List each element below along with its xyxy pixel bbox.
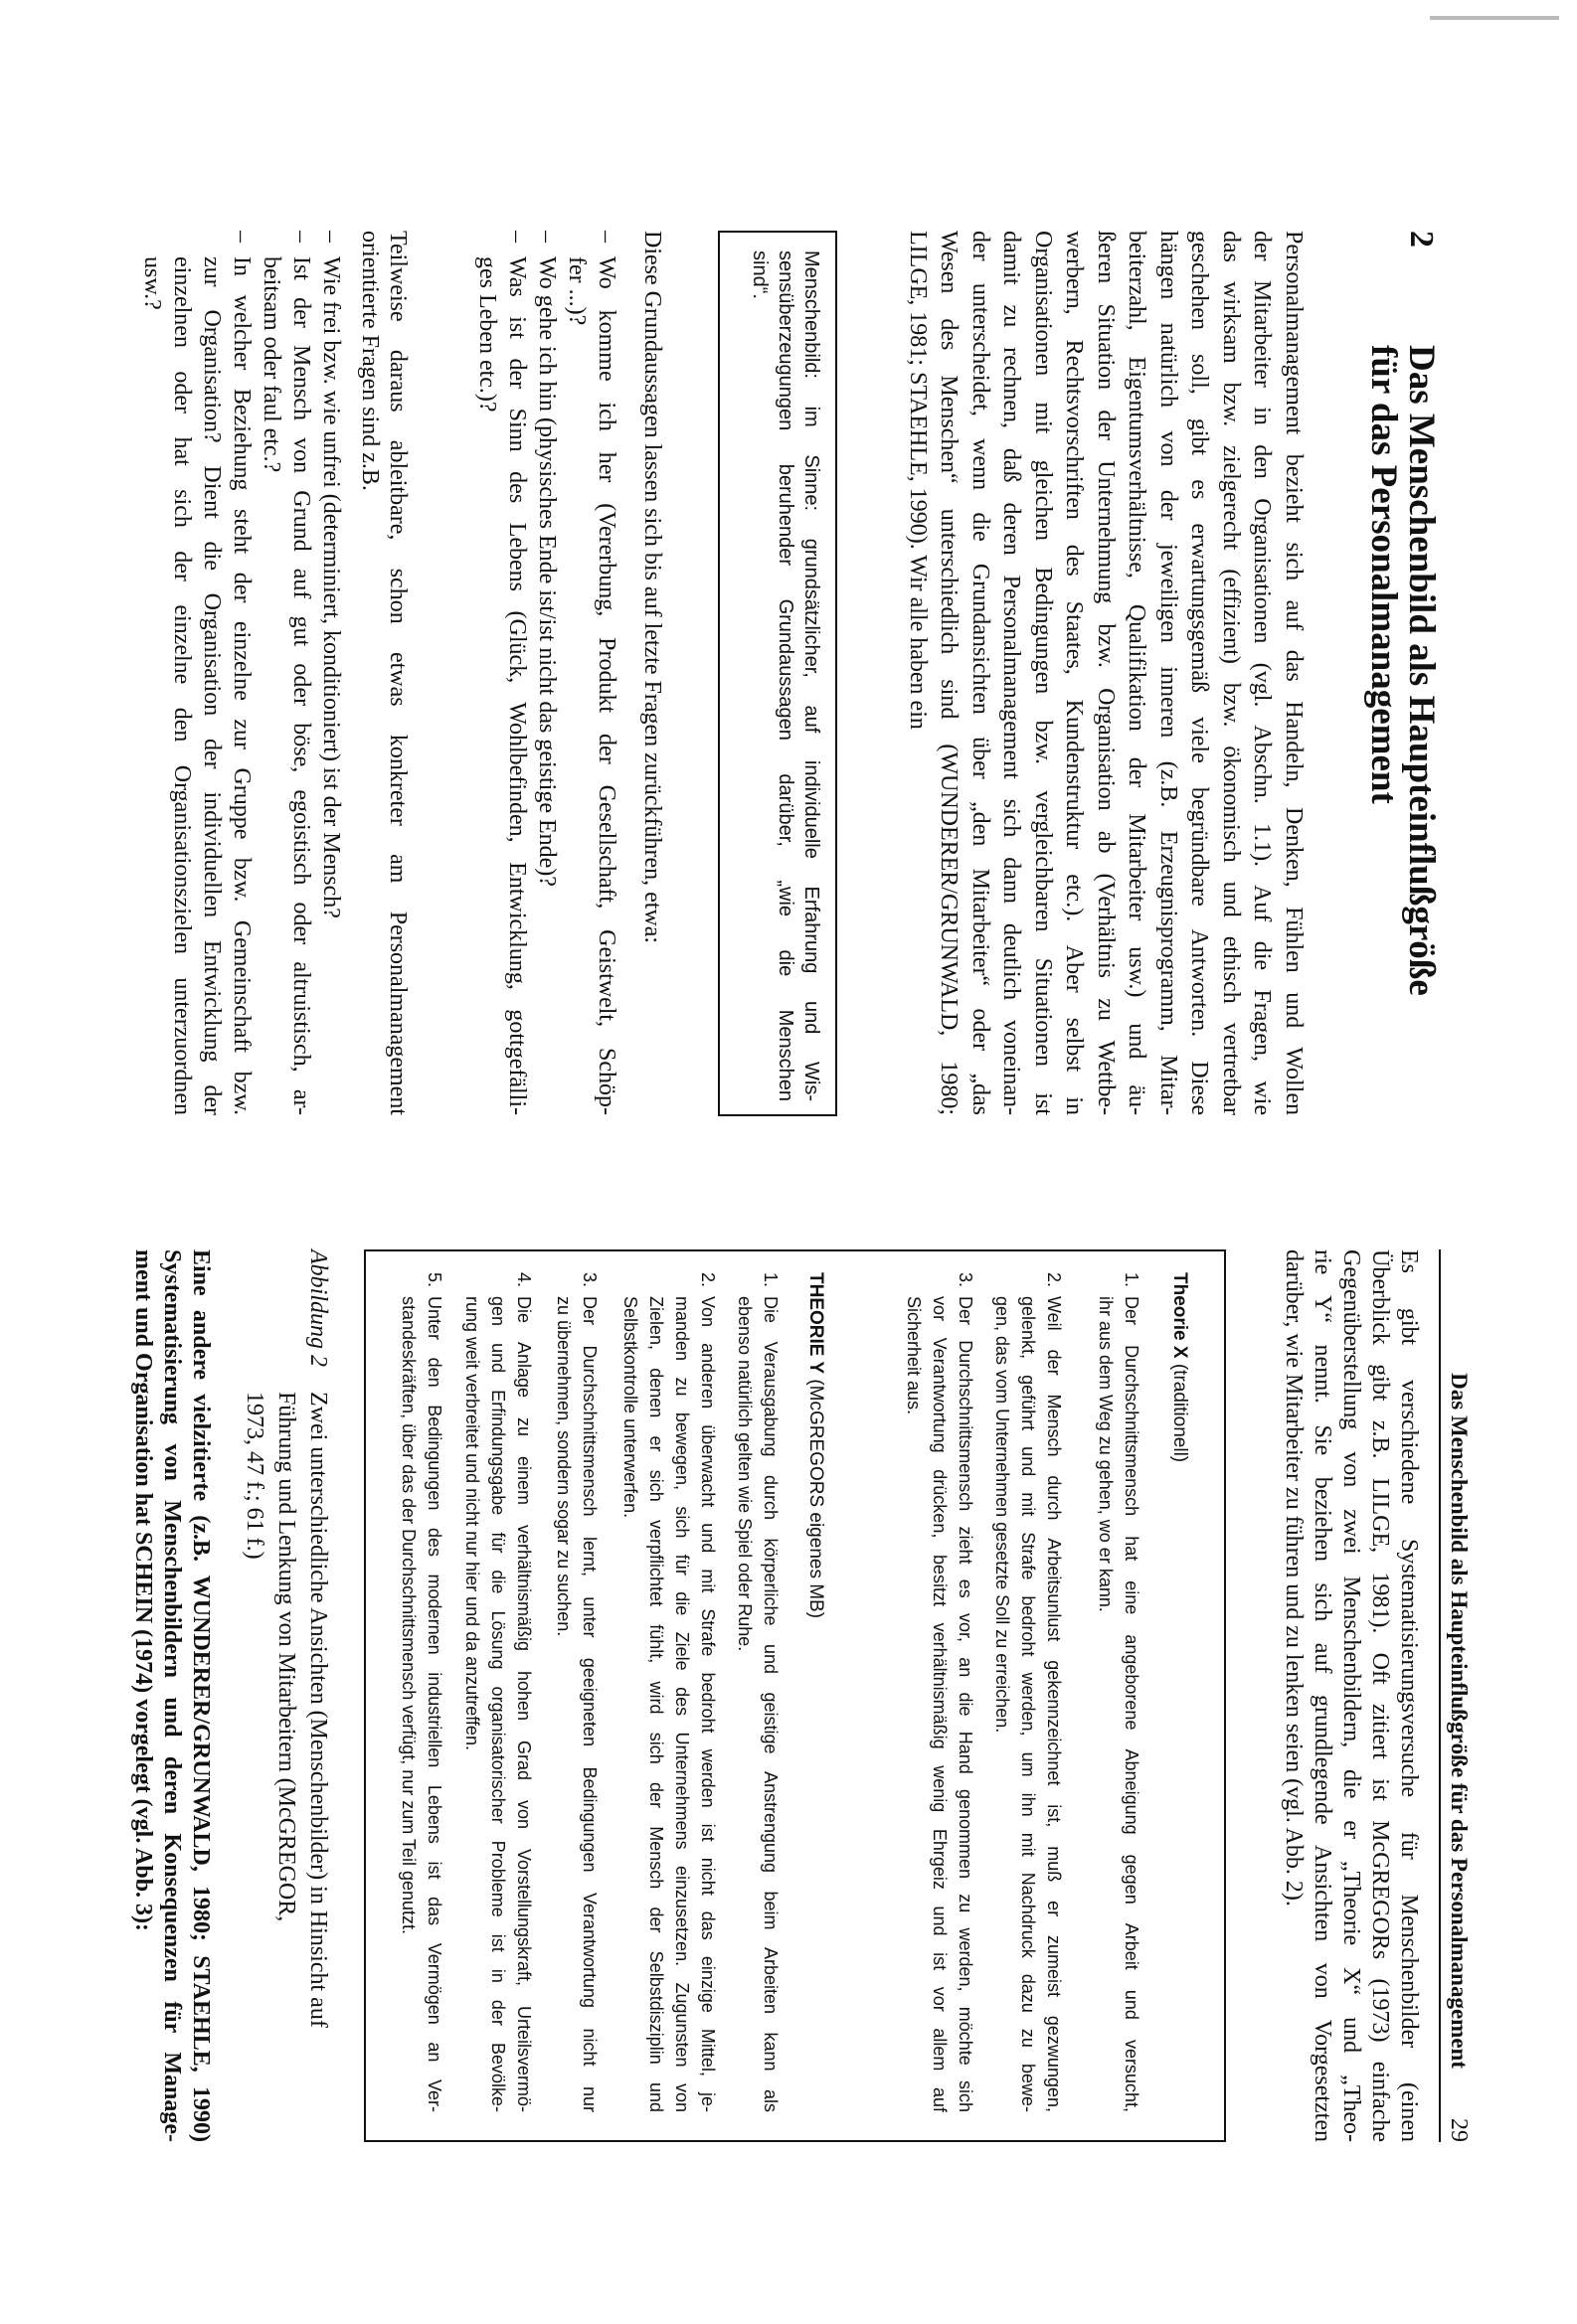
text-line: beitsam oder faul etc.? xyxy=(259,256,284,473)
running-header-title: Das Menschenbild als Haupteinflußgröße für das Personalmanagement xyxy=(1447,1373,1472,2069)
text-line: Unter den Bedingungen des modernen industriellen Lebens ist das Vermögen an Ver- xyxy=(425,1296,444,2112)
list-item xyxy=(532,231,562,1115)
title-line: für das Personalmanagement xyxy=(1363,345,1404,804)
definition-text xyxy=(747,250,824,1101)
text-line: Selbstkontrolle unterwerfen. xyxy=(620,1296,640,1519)
text-line: Es gibt verschiedene Systematisierungsversuche für Menschenbilder (einen xyxy=(1396,1249,1422,2142)
item-text xyxy=(617,1296,721,2112)
text-line: damit zu rechnen, daß deren Personalmanagement sich dann deutlich voneinan- xyxy=(998,231,1025,1115)
text-line: der unterscheidet, wenn die Grundansichten über „den Mitarbeiter“ oder „das xyxy=(967,231,993,1115)
concrete-questions-list xyxy=(137,231,346,1115)
basic-questions-list xyxy=(472,231,621,1115)
item-number: 1. xyxy=(1122,1272,1141,1288)
text-line: – Wo komme ich her (Vererbung, Produkt der Gesellschaft, Geistwelt, Schöp- xyxy=(594,256,619,1115)
text-line: der Mitarbeiter in den Organisationen (vgl. Abschn. 1.1). Auf die Fragen, wie xyxy=(1249,231,1276,1115)
theory-y-heading xyxy=(802,1272,828,1618)
text-line: rie Y“ nennt. Sie beziehen sich auf grundlegende Ansichten von Vorgesetzten xyxy=(1310,1249,1335,2142)
text-line: rung weit verbreitet und nicht nur hier und da anzutreffen. xyxy=(462,1296,482,1750)
item-text xyxy=(459,1296,537,2112)
theory-y-subtitle: (McGREGORS eigenes MB) xyxy=(805,1374,826,1619)
list-item xyxy=(137,231,257,1115)
theory-item xyxy=(1093,1272,1144,2112)
text-line: ges Leben etc.)? xyxy=(474,256,500,413)
item-number: 2. xyxy=(1044,1272,1064,1288)
theory-item xyxy=(459,1272,537,2112)
item-number: 2. xyxy=(698,1272,718,1288)
text-line: fer ...)? xyxy=(564,256,590,326)
text-line: ihr aus dem Weg zu gehen, wo er kann. xyxy=(1096,1296,1116,1612)
theory-x-heading xyxy=(1166,1272,1192,1462)
text-line: Überblick gibt z.B. LILGE, 1981). Oft zitiert ist McGREGORs (1973) einfache xyxy=(1367,1249,1393,2142)
questions-intro: Diese Grundaussagen lassen sich bis auf letzte Fragen zurückführen, etwa: xyxy=(639,231,665,944)
text-line: einzelnen oder hat sich der einzelne den Organisationszielen unterzuordnen xyxy=(169,256,195,1115)
text-line: Eine andere vielzitierte (z.B. WUNDERER/GRUNWALD, 1980; STAEHLE, 1990) xyxy=(188,1249,214,2142)
item-text xyxy=(901,1296,978,2112)
text-line: – Was ist der Sinn des Lebens (Glück, Wohlbefinden, Entwicklung, gottgefälli- xyxy=(504,256,530,1115)
page-number: 29 xyxy=(1446,2118,1472,2142)
item-text xyxy=(989,1296,1067,2112)
text-line: Teilweise daraus ableitbare, schon etwas konkreter am Personalmanagement xyxy=(385,231,411,1115)
text-line: hängen natürlich von der jeweiligen inneren (z.B. Erzeugnisprogramm, Mitar- xyxy=(1155,231,1181,1115)
text-line: Der Durchschnittsmensch hat eine angeborene Abneigung gegen Arbeit und versucht, xyxy=(1122,1296,1141,2112)
theory-item xyxy=(617,1272,721,2112)
item-number: 3. xyxy=(956,1272,975,1288)
intro-paragraph xyxy=(902,231,1310,1115)
scan-artifact xyxy=(1430,16,1559,20)
title-line: Das Menschenbild als Haupteinflußgröße xyxy=(1401,345,1442,996)
text-line: manden zu bewegen, sich für die Ziele des Unternehmens einzusetzen. Zugunsten von xyxy=(672,1296,692,2112)
item-number: 3. xyxy=(580,1272,600,1288)
theory-item xyxy=(732,1272,784,2112)
text-line: – In welcher Beziehung steht der einzelne zur Gruppe bzw. Gemeinschaft bzw. xyxy=(229,256,255,1115)
text-line: gelenkt, geführt und mit Strafe bedroht werden, um ihn mit Nachdruck dazu zu bewe- xyxy=(1018,1296,1038,2112)
text-line: Weil der Mensch durch Arbeitsunlust gekennzeichnet ist, muß er zumeist gezwungen, xyxy=(1044,1296,1064,2112)
list-item xyxy=(257,231,316,1115)
text-line: Zielen, denen er sich verpflichtet fühlt, wird sich der Mensch der Selbstdisziplin und xyxy=(646,1296,666,2112)
list-item xyxy=(562,231,621,1115)
text-line: Systematisierung von Menschenbildern und deren Konsequenzen für Manage- xyxy=(159,1249,185,2142)
text-line: ßeren Situation der Unternehmung bzw. Organisation ab (Verhältnis zu Wettbe- xyxy=(1093,231,1119,1115)
chapter-title xyxy=(1364,345,1440,996)
text-line: usw.? xyxy=(139,256,165,310)
text-line: standeskräften, über das der Durchschnittsmensch verfügt, nur zum Teil genutzt. xyxy=(399,1296,419,1934)
text-line: – Wo gehe ich hin (physisches Ende ist/ist nicht das geistige Ende)? xyxy=(534,256,560,887)
text-line: Die Verausgabung durch körperliche und geistige Anstrengung beim Arbeiten kann als xyxy=(761,1296,781,2112)
text-line: Wesen des Menschen“ unterschiedlich sind (WUNDERER/GRUNWALD, 1980; xyxy=(936,231,963,1115)
text-line: Organisationen mit gleichen Bedingungen bzw. vergleichbaren Situationen ist xyxy=(1030,231,1056,1115)
text-line: orientierte Fragen sind z.B. xyxy=(357,231,383,491)
text-line: beiterzahl, Eigentumsverhältnisse, Qualifikation der Mitarbeiter usw.) und äu- xyxy=(1124,231,1150,1115)
text-line: Von anderen überwacht und mit Strafe bedroht werden ist nicht das einzige Mittel, je- xyxy=(698,1296,718,2112)
text-line: Personalmanagement bezieht sich auf das Handeln, Denken, Fühlen und Wollen xyxy=(1281,231,1307,1115)
text-line: ebenso natürlich gelten wie Spiel oder Ruhe. xyxy=(735,1296,755,1652)
theory-x-subtitle: (traditionell) xyxy=(1169,1358,1190,1463)
intro-paragraph-right xyxy=(1279,1249,1423,2142)
item-number: 5. xyxy=(425,1272,444,1288)
text-line: Gegenüberstellung von zwei Menschenbildern, die er „Theorie X“ und „Theo- xyxy=(1338,1249,1364,2142)
figure-caption-text xyxy=(239,1392,334,2147)
text-line: Die Anlage zu einem verhältnismäßig hohen Grad von Vorstellungskraft, Urteilsvermö- xyxy=(514,1296,534,2112)
text-line: geschehen soll, gibt es erwartungsgemäß viele begründbare Antworten. Diese xyxy=(1186,231,1213,1115)
text-line: ment und Organisation hat SCHEIN (1974) vorgelegt (vgl. Abb. 3): xyxy=(130,1249,156,1932)
list-item xyxy=(316,231,346,1115)
text-line: Sicherheit aus. xyxy=(904,1296,924,1415)
header-rule xyxy=(1439,1249,1441,2142)
item-text xyxy=(396,1296,447,2112)
text-line: sind“. xyxy=(749,250,771,299)
closing-paragraph xyxy=(128,1249,215,2142)
theory-item xyxy=(989,1272,1067,2112)
text-line: zur Organisation? Dient die Organisation der individuellen Entwicklung der xyxy=(199,256,225,1115)
text-line: darüber, wie Mitarbeiter zu führen und zu lenken seien (vgl. Abb. 2). xyxy=(1281,1249,1307,1907)
text-line: gen und Erfindungsgabe für die Lösung organisatorischer Probleme ist in der Bevölke- xyxy=(488,1296,508,2112)
caption-line: Zwei unterschiedliche Ansichten (Menschenbilder) in Hinsicht auf xyxy=(305,1392,331,2028)
item-number: 4. xyxy=(514,1272,534,1288)
text-line: sensüberzeugungen beruhender Grundaussagen darüber, „wie die Menschen xyxy=(775,250,796,1101)
theory-x-title: Theorie X xyxy=(1169,1272,1190,1359)
text-line: das wirksam bzw. zielgerecht (effizient) bzw. ökonomisch und ethisch vertretbar xyxy=(1218,231,1244,1115)
text-line: Der Durchschnittsmensch lernt, unter geeigneten Bedingungen Verantwortung nicht nur xyxy=(580,1296,600,2112)
item-text xyxy=(732,1296,784,2112)
chapter-number: 2 xyxy=(1403,231,1440,248)
text-line: Menschenbild: im Sinne: grundsätzlicher, auf individuelle Erfahrung und Wis- xyxy=(800,250,822,1101)
figure-caption-label: Abbildung 2 xyxy=(305,1249,331,1367)
concrete-questions-intro xyxy=(356,231,412,1115)
text-line: zu übernehmen, sondern sogar zu suchen. xyxy=(554,1296,574,1637)
item-number: 1. xyxy=(761,1272,781,1288)
item-text xyxy=(551,1296,603,2112)
theory-item xyxy=(551,1272,603,2112)
theory-item xyxy=(901,1272,978,2112)
theory-y-title: THEORIE Y xyxy=(805,1272,826,1375)
text-line: Der Durchschnittsmensch zieht es vor, an die Hand genommen zu werden, möchte sich xyxy=(956,1296,975,2112)
caption-line: Führung und Lenkung von Mitarbeitern (McGREGOR, xyxy=(273,1392,299,1922)
text-line: – Wie frei bzw. wie unfrei (determiniert, konditioniert) ist der Mensch? xyxy=(318,256,344,918)
text-line: werbern, Rechtsvorschriften des Staates, Kundenstruktur etc.). Aber selbst in xyxy=(1061,231,1088,1115)
caption-line: 1973, 47 f.; 61 f.) xyxy=(242,1392,267,1560)
theory-item xyxy=(396,1272,447,2112)
text-line: gen, das vom Unternehmen gesetzte Soll zu erreichen. xyxy=(992,1296,1012,1734)
running-header xyxy=(1445,1249,1473,2142)
text-line: vor Verantwortung drücken, besitzt verhältnismäßig wenig Ehrgeiz und ist vor allem auf xyxy=(930,1296,950,2112)
list-item xyxy=(472,231,532,1115)
item-text xyxy=(1093,1296,1144,2112)
text-line: – Ist der Mensch von Grund auf gut oder böse, egoistisch oder altruistisch, ar- xyxy=(288,256,314,1115)
text-line: LILGE, 1981; STAEHLE, 1990). Wir alle haben ein xyxy=(905,231,931,730)
